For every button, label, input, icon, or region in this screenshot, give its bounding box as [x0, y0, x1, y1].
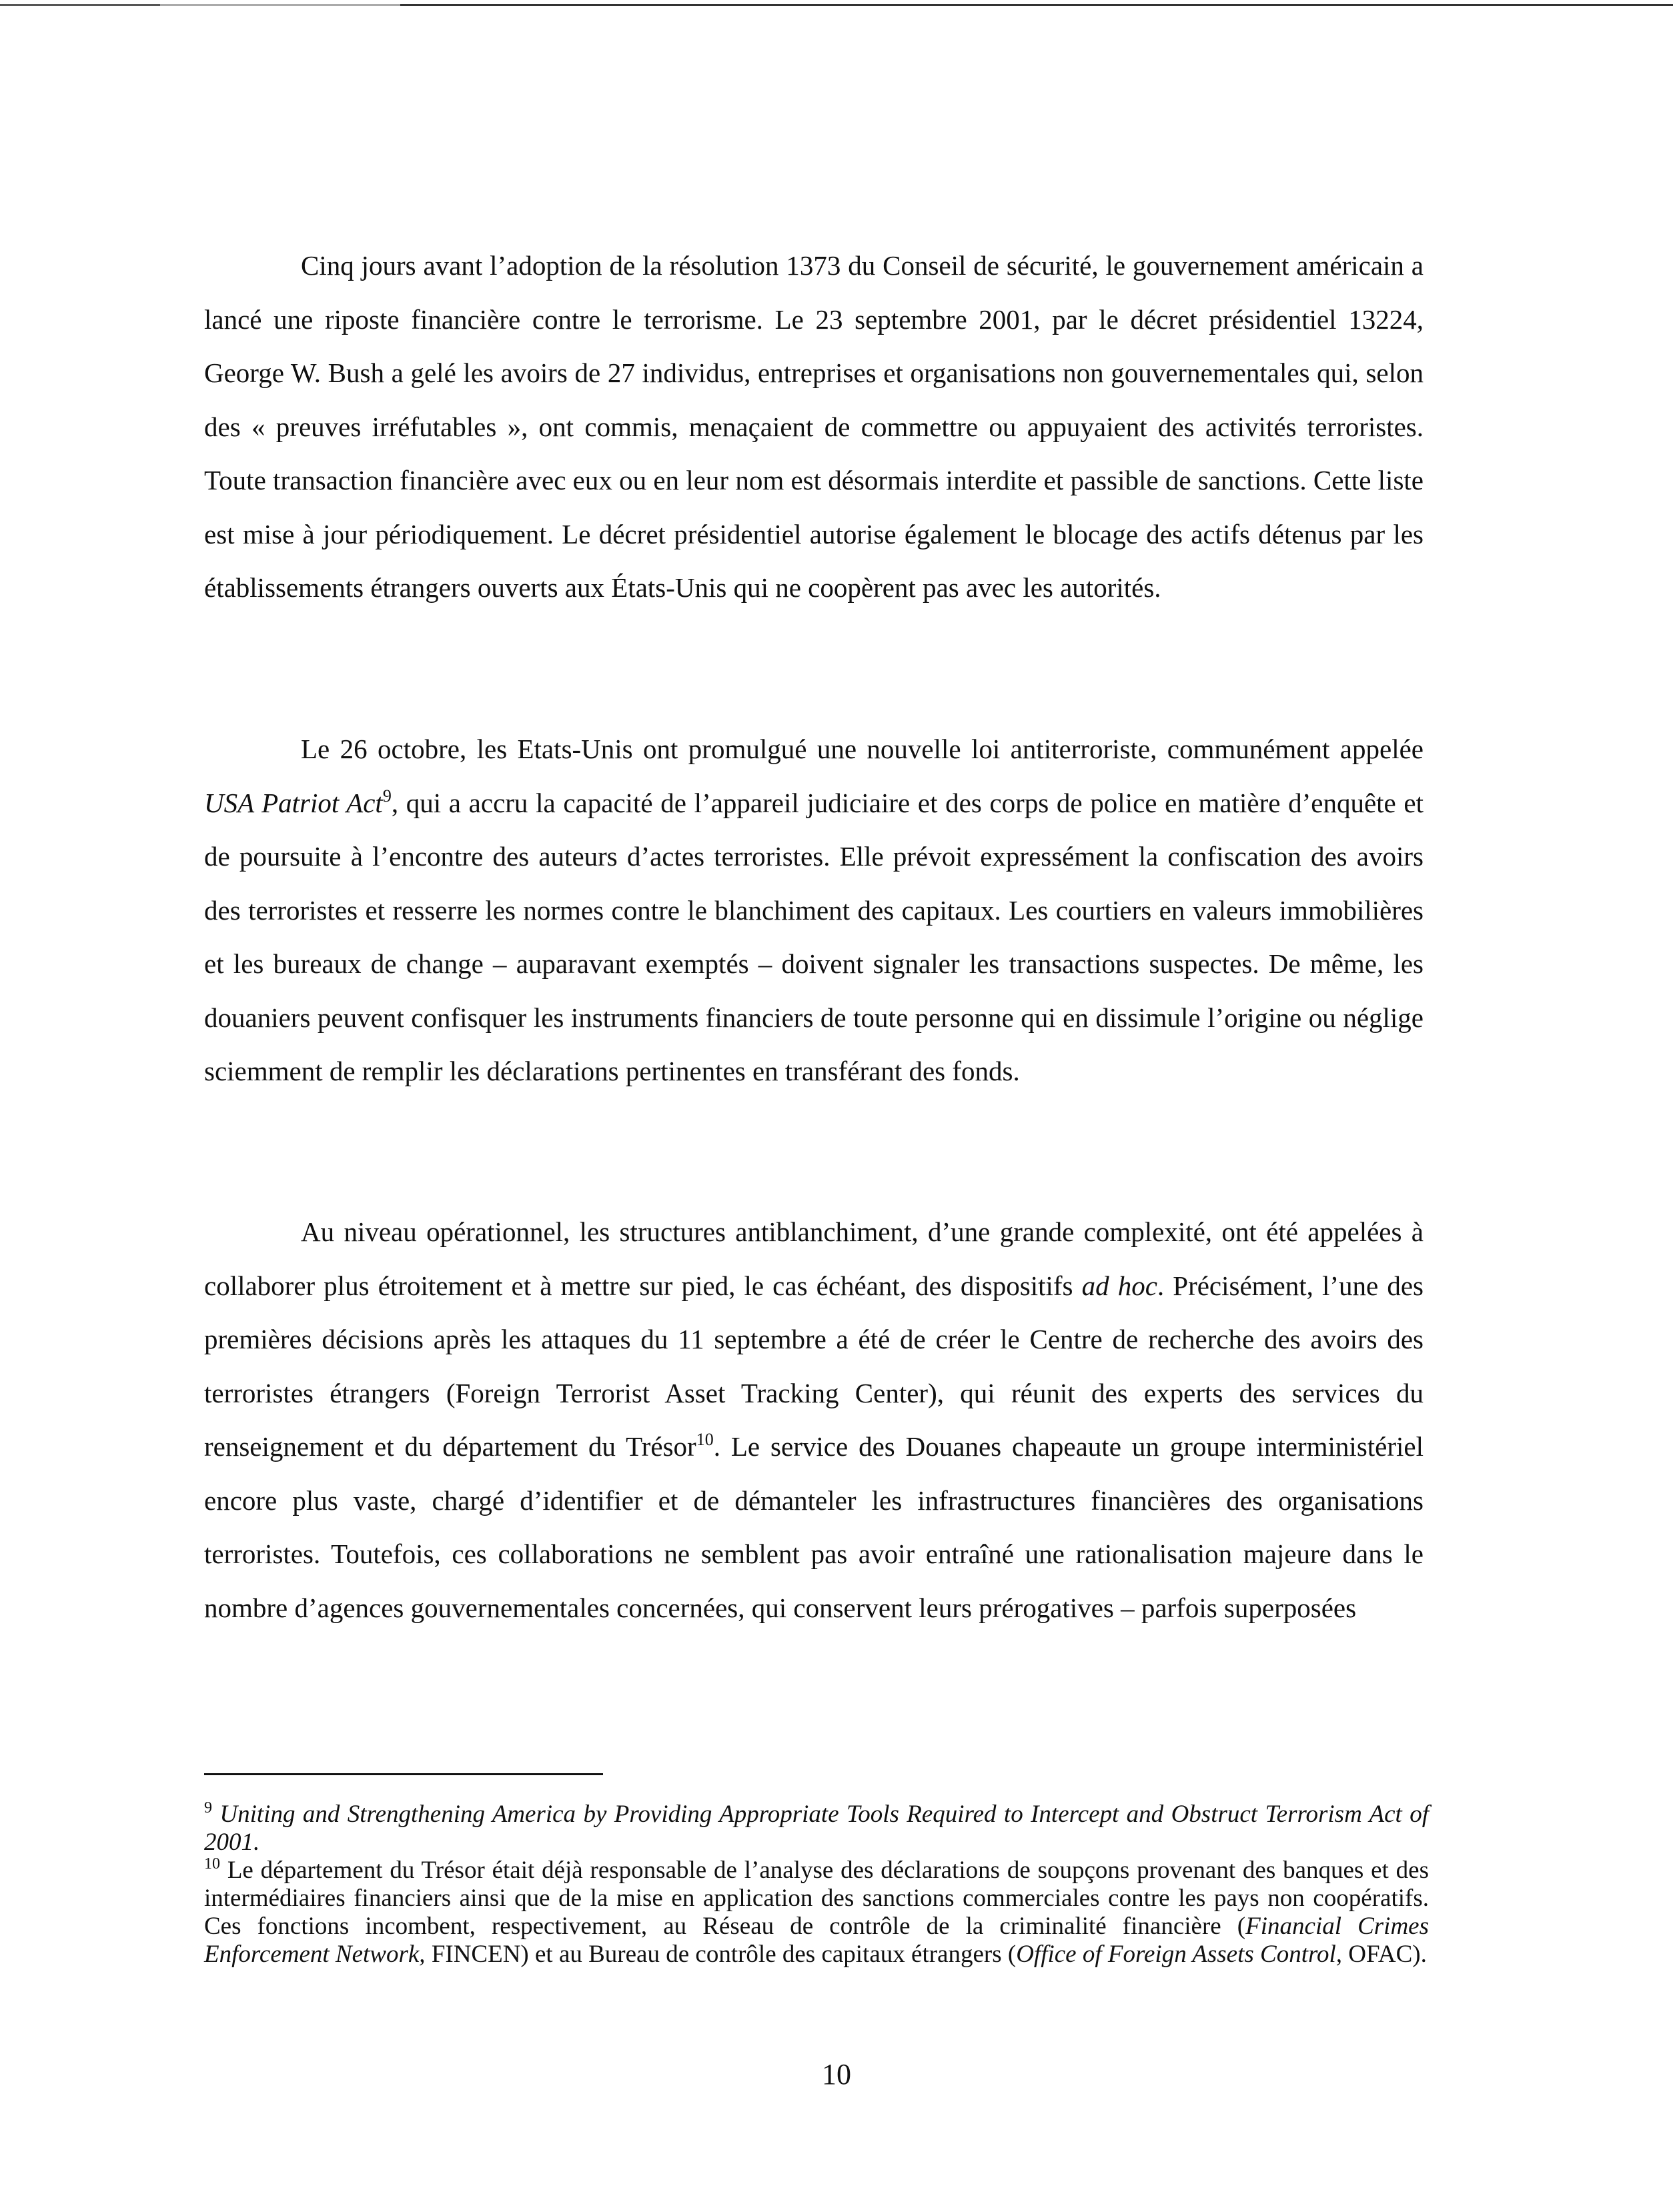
- footnote-10-text-2: FINCEN) et au Bureau de contrôle des capitaux étrangers (: [425, 1941, 1017, 1968]
- footnote-separator: [204, 1773, 603, 1775]
- footnote-10-italic-1: Financial Crimes Enforcement Network,: [204, 1913, 1430, 1968]
- footnote-10: [204, 1857, 1429, 1969]
- paragraph-3-text-start: Au niveau opérationnel, les structures antiblanchiment, d’une grande complexité, ont été appelées à collaborer plus étroitement et à mettre sur pied, le cas échéant, des dispositifs: [204, 1216, 1424, 1301]
- paragraph-3-text-end: . Le service des Douanes chapeaute un groupe interministériel encore plus vaste, chargé d’identifier et de démanteler les infrastructures financières des organisations terroristes. Toutefois, ces collaborations ne semblent pas avoir entraîné une rationalisation majeure dans le nombre d’agences gouvernementales concernées, qui conservent leurs prérogatives – parfois superposées: [204, 1431, 1424, 1623]
- paragraph-3-text-middle: . Précisément, l’une des premières décisions après les attaques du 11 septembre a été de créer le Centre de recherche des avoirs des terroristes étrangers (Foreign Terrorist Asset Tracking Center), qui réunit des experts des services du renseignement et du département du Trésor: [204, 1270, 1424, 1462]
- footnote-10-italic-2: Office of Foreign Assets Control,: [1016, 1941, 1343, 1968]
- footnote-9: [204, 1801, 1429, 1857]
- act-title-italic: USA Patriot Act: [204, 787, 383, 818]
- footnote-9-number: 9: [204, 1799, 212, 1817]
- footnote-ref-9: 9: [382, 786, 392, 806]
- footnote-9-text: Uniting and Strengthening America by Providing Appropriate Tools Required to Intercept and Obstruct Terrorism Act of 2001.: [204, 1801, 1430, 1856]
- paragraph-2-text-end: , qui a accru la capacité de l’appareil judiciaire et des corps de police en matière d’enquête et de poursuite à l’encontre des auteurs d’actes terroristes. Elle prévoit expressément la confiscation des avoirs des terroristes et resserre les normes contre le blanchiment des capitaux. Les courtiers en valeurs immobilières et les bureaux de change – auparavant exemptés – doivent signaler les transactions suspectes. De même, les douaniers peuvent confisquer les instruments financiers de toute personne qui en dissimule l’origine ou néglige sciemment de remplir les déclarations pertinentes en transférant des fonds.: [204, 787, 1424, 1086]
- paragraph-1: [204, 239, 1424, 615]
- page-number: 10: [822, 2058, 851, 2091]
- footnotes-section: [204, 1801, 1429, 1969]
- page-top-border: [0, 4, 1673, 6]
- footnote-ref-10: 10: [696, 1430, 714, 1449]
- paragraph-3: [204, 1205, 1424, 1634]
- paragraph-2: [204, 722, 1424, 1098]
- footnote-10-text-3: OFAC).: [1342, 1941, 1427, 1968]
- footnote-10-number: 10: [204, 1855, 220, 1873]
- ad-hoc-italic: ad hoc: [1081, 1270, 1157, 1301]
- paragraph-2-text-start: Le 26 octobre, les Etats-Unis ont promulgué une nouvelle loi antiterroriste, communément appelée: [301, 734, 1424, 764]
- footnote-10-text-1: Le département du Trésor était déjà responsable de l’analyse des déclarations de soupçons provenant des banques et des intermédiaires financiers ainsi que de la mise en application des sanctions commerciales contre les pays non coopératifs. Ces fonctions incombent, respectivement, au Réseau de contrôle de la criminalité financière (: [204, 1857, 1429, 1940]
- paragraph-1-text: Cinq jours avant l’adoption de la résolution 1373 du Conseil de sécurité, le gouvernement américain a lancé une riposte financière contre le terrorisme. Le 23 septembre 2001, par le décret présidentiel 13224, George W. Bush a gelé les avoirs de 27 individus, entreprises et organisations non gouvernementales qui, selon des « preuves irréfutables », ont commis, menaçaient de commettre ou appuyaient des activités terroristes. Toute transaction financière avec eux ou en leur nom est désormais interdite et passible de sanctions. Cette liste est mise à jour périodiquement. Le décret présidentiel autorise également le blocage des actifs détenus par les établissements étrangers ouverts aux États-Unis qui ne coopèrent pas avec les autorités.: [204, 250, 1424, 603]
